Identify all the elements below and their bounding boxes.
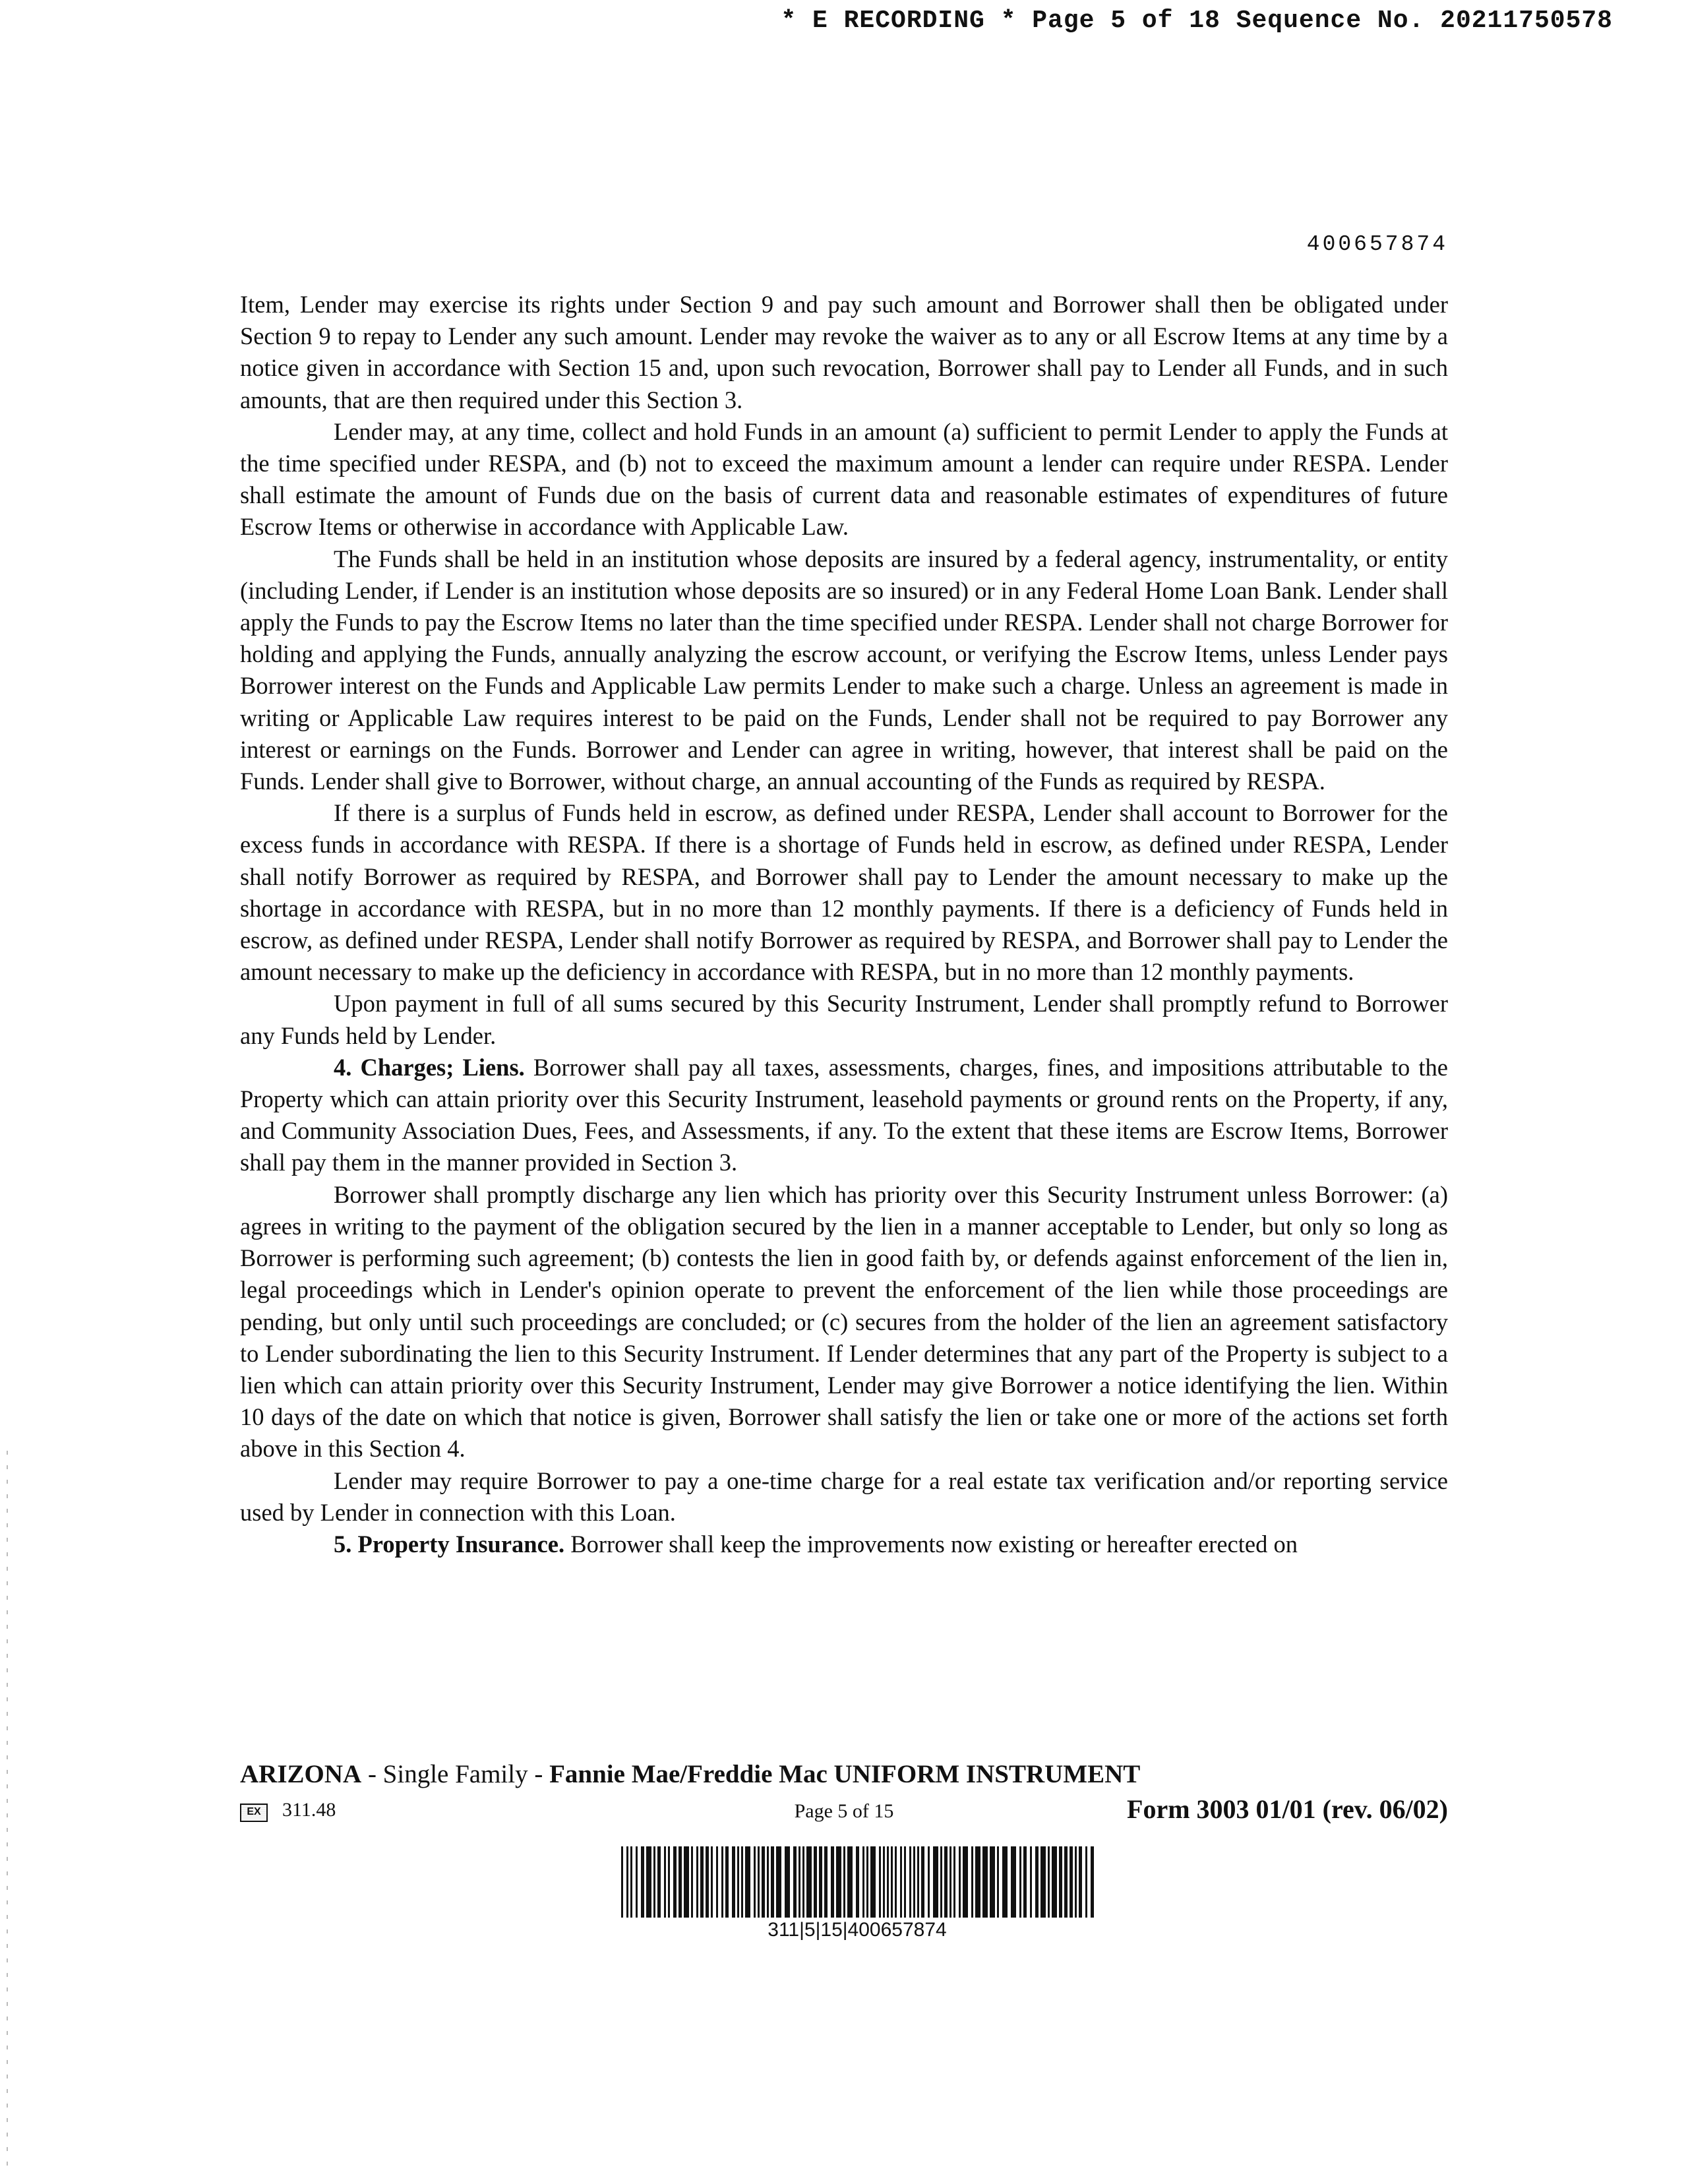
barcode-bar bbox=[913, 1846, 915, 1918]
barcode-bar bbox=[684, 1846, 689, 1918]
barcode-bar bbox=[758, 1846, 760, 1918]
barcode-bar bbox=[944, 1846, 948, 1918]
barcode-bar bbox=[959, 1846, 961, 1918]
barcode-bar bbox=[900, 1846, 902, 1918]
section-4-charges-liens bbox=[240, 1052, 1448, 1179]
barcode-bar bbox=[1035, 1846, 1039, 1918]
footer-details bbox=[240, 1794, 1448, 1827]
barcode-bar bbox=[866, 1846, 868, 1918]
barcode-bar bbox=[630, 1846, 632, 1918]
barcode-bar bbox=[870, 1846, 876, 1918]
barcode-bar bbox=[793, 1846, 797, 1918]
barcode-bar bbox=[879, 1846, 881, 1918]
section-4-text: Borrower shall pay all taxes, assessments, charges, fines, and impositions attributable to the Property which can attain priority over this Security Instrument, leasehold payments or ground rents on the Property, if any, and Community Association Dues, Fees, and Assessments, if any. To the extent that these items are Escrow Items, Borrower shall pay them in the manner provided in Section 3. bbox=[240, 1053, 1448, 1176]
barcode-bar bbox=[883, 1846, 885, 1918]
barcode-bar bbox=[767, 1846, 769, 1918]
barcode-bar bbox=[762, 1846, 765, 1918]
barcode-bar bbox=[691, 1846, 693, 1918]
barcode-bar bbox=[653, 1846, 655, 1918]
footer-state: ARIZONA bbox=[240, 1760, 362, 1788]
barcode-bar bbox=[928, 1846, 930, 1918]
barcode-bar bbox=[806, 1846, 812, 1918]
barcode-bar bbox=[732, 1846, 735, 1918]
barcode-bar bbox=[933, 1846, 938, 1918]
barcode-bar bbox=[673, 1846, 677, 1918]
barcode-bar bbox=[771, 1846, 774, 1918]
barcode-bar bbox=[1019, 1846, 1021, 1918]
barcode-bar bbox=[909, 1846, 911, 1918]
barcode-bar bbox=[814, 1846, 817, 1918]
barcode-bar bbox=[1040, 1846, 1046, 1918]
barcode-bar bbox=[895, 1846, 897, 1918]
document-body bbox=[240, 289, 1448, 1560]
barcode-bar bbox=[975, 1846, 980, 1918]
section-5-text: Borrower shall keep the improvements now existing or hereafter erected on bbox=[564, 1530, 1298, 1558]
barcode-bar bbox=[636, 1846, 638, 1918]
barcode-bar bbox=[862, 1846, 864, 1918]
barcode-bar bbox=[657, 1846, 661, 1918]
barcode-bar bbox=[1091, 1846, 1094, 1918]
barcode-bar bbox=[741, 1846, 743, 1918]
barcode-bar bbox=[1023, 1846, 1027, 1918]
paragraph-escrow-waiver: Item, Lender may exercise its rights under Section 9 and pay such amount and Borrower shall then be obligated under Section 9 to repay to Lender any such amount. Lender may revoke the waiver as to any or all Escrow Items at any time by a notice given in accordance with Section 15 and, upon such revocation, Borrower shall pay to Lender all Funds, and in such amounts, that are then required under this Section 3. bbox=[240, 291, 1448, 413]
barcode-bar bbox=[725, 1846, 729, 1918]
barcode-bar bbox=[1011, 1846, 1016, 1918]
barcode-bar bbox=[971, 1846, 973, 1918]
footer-instrument-title bbox=[240, 1759, 1448, 1789]
barcode-bar bbox=[696, 1846, 698, 1918]
barcode-bar bbox=[819, 1846, 822, 1918]
barcode-bar bbox=[1030, 1846, 1032, 1918]
barcode-bar bbox=[664, 1846, 666, 1918]
section-5-heading: 5. Property Insurance. bbox=[334, 1530, 565, 1558]
barcode-bar bbox=[678, 1846, 682, 1918]
footer-instrument: Fannie Mae/Freddie Mac UNIFORM INSTRUMENT bbox=[549, 1760, 1141, 1788]
barcode-bar bbox=[1075, 1846, 1077, 1918]
footer-form-number: Form 3003 01/01 (rev. 06/02) bbox=[1127, 1794, 1448, 1824]
barcode-bar bbox=[711, 1846, 713, 1918]
barcode-bar bbox=[891, 1846, 893, 1918]
barcode-bar bbox=[917, 1846, 919, 1918]
barcode-bar bbox=[940, 1846, 942, 1918]
barcode-bar bbox=[887, 1846, 889, 1918]
loan-number: 400657874 bbox=[1306, 232, 1448, 257]
barcode-bar bbox=[626, 1846, 628, 1918]
barcode-bar bbox=[847, 1846, 853, 1918]
barcode-bar bbox=[990, 1846, 995, 1918]
paragraph-collect-funds: Lender may, at any time, collect and hold Funds in an amount (a) sufficient to permit Lender to apply the Funds at the time specified under RESPA, and (b) not to exceed the maximum amount a lender can require under RESPA. Lender shall estimate the amount of Funds due on the basis of current data and reasonable estimates of expenditures of future Escrow Items or otherwise in accordance with Applicable Law. bbox=[240, 417, 1448, 541]
barcode-bar bbox=[721, 1846, 723, 1918]
barcode-caption: 311|5|15|400657874 bbox=[768, 1919, 947, 1941]
barcode-bar bbox=[904, 1846, 906, 1918]
barcode-bar bbox=[745, 1846, 750, 1918]
barcode-bar bbox=[641, 1846, 644, 1918]
barcode-bar bbox=[700, 1846, 704, 1918]
barcode-bar bbox=[1070, 1846, 1073, 1918]
barcode-bar bbox=[836, 1846, 841, 1918]
barcode-bar bbox=[1059, 1846, 1062, 1918]
barcode-bar bbox=[1085, 1846, 1087, 1918]
barcode-bar bbox=[1048, 1846, 1050, 1918]
barcode-bar bbox=[831, 1846, 834, 1918]
barcode-bar bbox=[785, 1846, 790, 1918]
barcode-bar bbox=[921, 1846, 924, 1918]
barcode bbox=[620, 1846, 1095, 1918]
section-5-property-insurance bbox=[240, 1529, 1448, 1560]
paragraph-refund: Upon payment in full of all sums secured by this Security Instrument, Lender shall promptly refund to Borrower any Funds held by Lender. bbox=[240, 990, 1448, 1049]
scan-edge-artifact bbox=[7, 1451, 8, 2176]
barcode-bar bbox=[802, 1846, 804, 1918]
barcode-bar bbox=[1064, 1846, 1068, 1918]
barcode-bar bbox=[1002, 1846, 1008, 1918]
barcode-bar bbox=[799, 1846, 800, 1918]
barcode-bar bbox=[856, 1846, 859, 1918]
barcode-bar bbox=[963, 1846, 968, 1918]
footer-page-number: Page 5 of 15 bbox=[794, 1800, 894, 1822]
barcode-bar bbox=[754, 1846, 756, 1918]
barcode-bar bbox=[716, 1846, 718, 1918]
paragraph-tax-verification: Lender may require Borrower to pay a one-time charge for a real estate tax verification and/or reporting service used by Lender in connection with this Loan. bbox=[240, 1467, 1448, 1526]
paragraph-funds-held: The Funds shall be held in an institution whose deposits are insured by a federal agency, instrumentality, or entity (including Lender, if Lender is an institution whose deposits are so insured) or in any Federal Home Loan Bank. Lender shall apply the Funds to pay the Escrow Items no later than the time specified under RESPA. Lender shall not charge Borrower for holding and applying the Funds, annually analyzing the escrow account, or verifying the Escrow Items, unless Lender pays Borrower interest on the Funds and Applicable Law permits Lender to make such a charge. Unless an agreement is made in writing or Applicable Law requires interest to be paid on the Funds, Lender shall not be required to pay Borrower any interest or earnings on the Funds. Borrower and Lender can agree in writing, however, that interest shall be paid on the Funds. Lender shall give to Borrower, without charge, an annual accounting of the Funds as required by RESPA. bbox=[240, 545, 1448, 795]
barcode-bar bbox=[776, 1846, 781, 1918]
form-software-icon: EX bbox=[240, 1804, 268, 1822]
recording-stamp: * E RECORDING * Page 5 of 18 Sequence No. 20211750578 bbox=[781, 7, 1613, 35]
form-code-text: 311.48 bbox=[282, 1799, 336, 1821]
paragraph-surplus: If there is a surplus of Funds held in escrow, as defined under RESPA, Lender shall account to Borrower for the excess funds in accordance with RESPA. If there is a shortage of Funds held in escrow, as defined under RESPA, Lender shall notify Borrower as required by RESPA, and Borrower shall pay to Lender the amount necessary to make up the shortage in accordance with RESPA, but in no more than 12 monthly payments. If there is a deficiency of Funds held in escrow, as defined under RESPA, Lender shall notify Borrower as required by RESPA, and Borrower shall pay to Lender the amount necessary to make up the deficiency in accordance with RESPA, but in no more than 12 monthly payments. bbox=[240, 799, 1448, 986]
section-4-heading: 4. Charges; Liens. bbox=[334, 1053, 525, 1081]
paragraph-discharge-lien: Borrower shall promptly discharge any lien which has priority over this Security Instrument unless Borrower: (a) agrees in writing to the payment of the obligation secured by the lien in a manner acceptable to Lender, but only so long as Borrower is performing such agreement; (b) contests the lien in good faith by, or defends against enforcement of the lien in, legal proceedings which in Lender's opinion operate to prevent the enforcement of the lien while those proceedings are pending, but only until such proceedings are concluded; or (c) secures from the holder of the lien an agreement satisfactory to Lender subordinating the lien to this Security Instrument. If Lender determines that any part of the Property is subject to a lien which can attain priority over this Security Instrument, Lender may give Borrower a notice identifying the lien. Within 10 days of the date on which that notice is given, Borrower shall satisfy the lien or take one or more of the actions set forth above in this Section 4. bbox=[240, 1180, 1448, 1463]
barcode-bar bbox=[668, 1846, 670, 1918]
barcode-bar bbox=[646, 1846, 651, 1918]
barcode-bar bbox=[1052, 1846, 1057, 1918]
barcode-bar bbox=[997, 1846, 999, 1918]
barcode-bar bbox=[824, 1846, 828, 1918]
barcode-bar bbox=[737, 1846, 739, 1918]
barcode-bar bbox=[843, 1846, 845, 1918]
footer-separator: - Single Family - bbox=[361, 1760, 550, 1788]
barcode-bar bbox=[706, 1846, 709, 1918]
barcode-bar bbox=[950, 1846, 951, 1918]
barcode-bar bbox=[982, 1846, 988, 1918]
barcode-bar bbox=[953, 1846, 955, 1918]
barcode-bar bbox=[1079, 1846, 1082, 1918]
barcode-bar bbox=[621, 1846, 623, 1918]
